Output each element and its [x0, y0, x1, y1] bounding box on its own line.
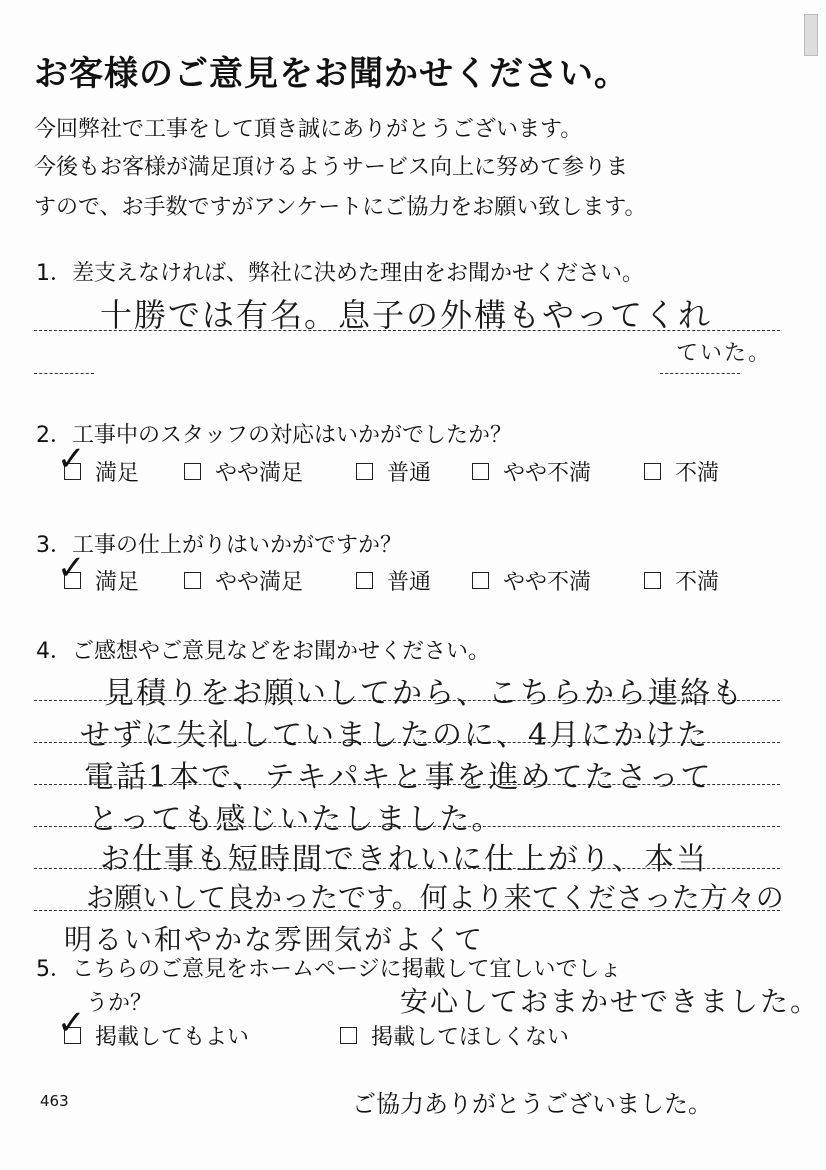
q2-option-somewhat-satisfied[interactable]: [184, 456, 303, 487]
q2-option-neutral[interactable]: [356, 456, 431, 487]
option-label: やや不満: [503, 570, 592, 595]
option-label: 不満: [675, 461, 720, 486]
checkbox[interactable]: [57, 1003, 86, 1044]
option-label: やや満足: [215, 461, 304, 486]
page-number: 463: [40, 1092, 69, 1110]
question-4-answer-line-7: 明るい和やかな雰囲気がよくて: [64, 923, 485, 956]
question-4-answer-line-1: 見積りをお願いしてから、こちらから連絡も: [104, 676, 744, 711]
closing-message: ご協力ありがとうございました。: [352, 1090, 712, 1118]
checkbox[interactable]: [472, 463, 489, 480]
intro-line-3: すので、お手数ですがアンケートにご協力をお願い致します。: [34, 195, 647, 220]
question-4-answer-line-5: お仕事も短時間できれいに仕上がり、本当: [100, 842, 708, 877]
option-label: 満足: [95, 461, 140, 486]
q3-option-somewhat-satisfied[interactable]: [184, 565, 303, 596]
intro-line-1: 今回弊社で工事をして頂き誠にありがとうございます。: [34, 117, 583, 142]
option-label: 掲載してもよい: [95, 1025, 250, 1050]
page-title: お客様のご意見をお聞かせください。: [34, 54, 629, 94]
checkbox[interactable]: [184, 463, 201, 480]
q3-option-dissatisfied[interactable]: [644, 565, 719, 596]
question-2-label: 2．工事中のスタッフの対応はいかがでしたか？: [36, 423, 512, 448]
q2-option-dissatisfied[interactable]: [644, 456, 719, 487]
checkbox[interactable]: [57, 439, 86, 480]
question-3-label: 3．工事の仕上がりはいかがですか？: [36, 533, 402, 558]
q2-option-somewhat-dissatisfied[interactable]: [472, 456, 591, 487]
question-4-answer-line-6: お願いして良かったです。何より来てくださった方々の: [86, 881, 784, 914]
option-label: 掲載してほしくない: [371, 1025, 570, 1050]
question-4-answer-line-3: 電話1本で、テキパキと事を進めてたさって: [84, 760, 713, 795]
option-label: 普通: [387, 461, 432, 486]
checkbox[interactable]: [184, 572, 201, 589]
option-label: やや不満: [503, 461, 592, 486]
scan-edge-mark: [804, 14, 818, 56]
check-mark-icon: ✓: [57, 439, 86, 479]
option-label: 普通: [387, 570, 432, 595]
check-mark-icon: ✓: [57, 1003, 86, 1043]
checkbox[interactable]: [356, 463, 373, 480]
answer-rule: [34, 330, 780, 331]
q3-option-neutral[interactable]: [356, 565, 431, 596]
answer-rule: [34, 373, 94, 374]
q5-option-publish-no[interactable]: [340, 1020, 569, 1051]
checkbox[interactable]: [644, 463, 661, 480]
checkbox[interactable]: [356, 572, 373, 589]
q2-option-satisfied[interactable]: [57, 439, 140, 487]
option-label: 満足: [95, 570, 140, 595]
question-1-answer-line-1: 十勝では有名。息子の外構もやってくれ: [100, 296, 713, 334]
q3-option-somewhat-dissatisfied[interactable]: [472, 565, 591, 596]
question-4-answer-line-4: とっても感じいたしました。: [88, 802, 504, 837]
question-4-label: 4．ご感想やご意見などをお聞かせください。: [36, 639, 490, 664]
option-label: 不満: [675, 570, 720, 595]
checkbox[interactable]: [340, 1027, 357, 1044]
checkbox[interactable]: [472, 572, 489, 589]
question-5-label-line-2: うか？: [86, 991, 153, 1016]
check-mark-icon: ✓: [57, 548, 86, 588]
answer-rule: [660, 373, 740, 374]
checkbox[interactable]: [57, 548, 86, 589]
question-4-answer-line-2: せずに失礼していましたのに、4月にかけた: [80, 718, 710, 753]
checkbox[interactable]: [644, 572, 661, 589]
question-1-label: 1．差支えなければ、弊社に決めた理由をお聞かせください。: [36, 261, 644, 286]
question-5-label-line-1: 5．こちらのご意見をホームページに掲載して宜しいでしょ: [36, 957, 622, 982]
q3-option-satisfied[interactable]: [57, 548, 140, 596]
question-1-answer-line-2: ていた。: [676, 341, 773, 366]
option-label: やや満足: [215, 570, 304, 595]
intro-line-2: 今後もお客様が満足頂けるようサービス向上に努めて参りま: [34, 155, 629, 180]
question-4-answer-line-8: 安心しておまかせできました。: [400, 985, 821, 1018]
